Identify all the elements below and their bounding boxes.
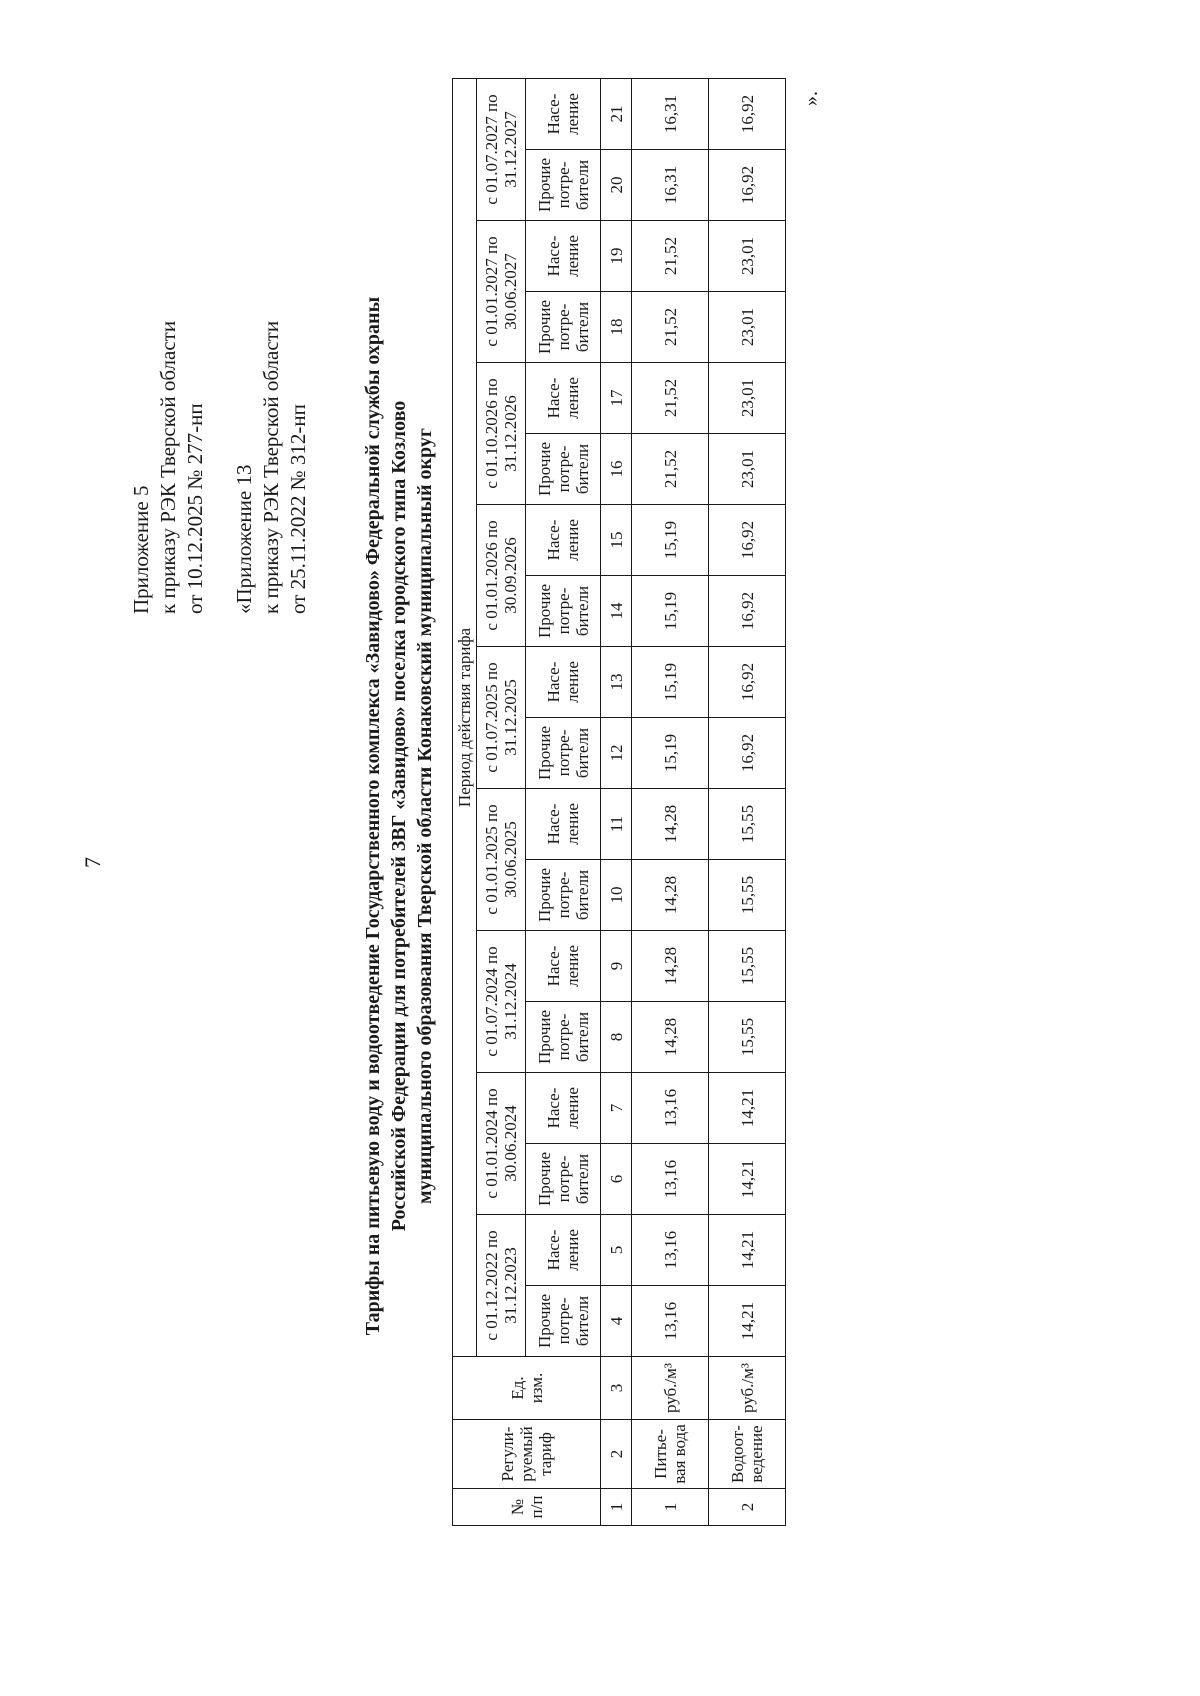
- column-number: 20: [601, 150, 632, 221]
- header-tariff: Регули-руемый тариф: [453, 1420, 601, 1489]
- page-number: 7: [80, 857, 105, 868]
- tariff-value: 13,16: [632, 1144, 709, 1215]
- tariff-value: 21,52: [632, 434, 709, 505]
- tariff-value: 15,55: [709, 931, 786, 1002]
- tariff-value: 14,28: [632, 931, 709, 1002]
- tariff-value: 23,01: [709, 221, 786, 292]
- column-number: 11: [601, 789, 632, 860]
- subheader-population: Насе-ление: [526, 1073, 601, 1144]
- title-line-1: Тарифы на питьевую воду и водоотведение Государственного комплекса «Завидово» Федеральной службы охраны: [362, 296, 384, 1336]
- column-number: 4: [601, 1286, 632, 1357]
- row-unit: руб./м³: [709, 1357, 786, 1420]
- row-number: 2: [709, 1489, 786, 1526]
- appendix-current-1: Приложение 5: [129, 485, 153, 614]
- column-number: 10: [601, 860, 632, 931]
- row-unit: руб./м³: [632, 1357, 709, 1420]
- subheader-population: Насе-ление: [526, 789, 601, 860]
- tariff-table: [452, 78, 786, 1526]
- tariff-value: 15,55: [709, 860, 786, 931]
- tariff-value: 15,19: [632, 505, 709, 576]
- tariff-value: 23,01: [709, 292, 786, 363]
- table-row: [632, 79, 709, 1526]
- tariff-value: 13,16: [632, 1073, 709, 1144]
- column-number: 7: [601, 1073, 632, 1144]
- tariff-value: 16,92: [709, 150, 786, 221]
- subheader-other: Прочие потре-бители: [526, 434, 601, 505]
- column-number: 15: [601, 505, 632, 576]
- tariff-value: 16,31: [632, 150, 709, 221]
- appendix-current-3: от 10.12.2025 № 277-нп: [183, 403, 207, 614]
- table-row: [709, 79, 786, 1526]
- column-number: 21: [601, 79, 632, 150]
- column-number: 3: [601, 1357, 632, 1420]
- appendix-previous-2: к приказу РЭК Тверской области: [259, 320, 283, 614]
- column-number: 18: [601, 292, 632, 363]
- column-number: 5: [601, 1215, 632, 1286]
- period-header: с 01.07.2027 по 31.12.2027: [477, 79, 526, 221]
- title-line-2: Российской Федерации для потребителей ЗВГ «Завидово» поселка городского типа Козлово: [388, 400, 410, 1232]
- header-no: № п/п: [453, 1489, 601, 1526]
- tariff-value: 14,21: [709, 1073, 786, 1144]
- period-header: с 01.12.2022 по 31.12.2023: [477, 1215, 526, 1357]
- tariff-value: 21,52: [632, 221, 709, 292]
- tariff-value: 15,55: [709, 1002, 786, 1073]
- subheader-population: Насе-ление: [526, 221, 601, 292]
- appendix-previous-3: от 25.11.2022 № 312-нп: [286, 404, 310, 614]
- period-header: с 01.01.2026 по 30.09.2026: [477, 505, 526, 647]
- tariff-value: 21,52: [632, 363, 709, 434]
- subheader-other: Прочие потре-бители: [526, 150, 601, 221]
- tariff-value: 16,92: [709, 79, 786, 150]
- column-number: 14: [601, 576, 632, 647]
- row-tariff: Водоот-ведение: [709, 1420, 786, 1489]
- tariff-value: 13,16: [632, 1286, 709, 1357]
- subheader-other: Прочие потре-бители: [526, 576, 601, 647]
- period-header: с 01.07.2025 по 31.12.2025: [477, 647, 526, 789]
- period-header: с 01.07.2024 по 31.12.2024: [477, 931, 526, 1073]
- column-number: 12: [601, 718, 632, 789]
- column-number: 16: [601, 434, 632, 505]
- header-row-periods: [477, 79, 526, 1526]
- header-unit: Ед. изм.: [453, 1357, 601, 1420]
- column-number: 13: [601, 647, 632, 718]
- tariff-value: 14,28: [632, 1002, 709, 1073]
- tariff-value: 16,92: [709, 718, 786, 789]
- subheader-population: Насе-ление: [526, 647, 601, 718]
- column-number: 1: [601, 1489, 632, 1526]
- subheader-population: Насе-ление: [526, 505, 601, 576]
- tariff-value: 13,16: [632, 1215, 709, 1286]
- tariff-value: 15,19: [632, 576, 709, 647]
- tariff-value: 14,21: [709, 1144, 786, 1215]
- subheader-other: Прочие потре-бители: [526, 292, 601, 363]
- tariff-value: 23,01: [709, 434, 786, 505]
- tariff-value: 14,28: [632, 789, 709, 860]
- period-header: с 01.01.2025 по 30.06.2025: [477, 789, 526, 931]
- subheader-other: Прочие потре-бители: [526, 860, 601, 931]
- closing-quote: ».: [800, 91, 822, 106]
- tariff-value: 16,92: [709, 647, 786, 718]
- title-line-3: муниципального образования Тверской области Конаковский муниципальный округ: [414, 428, 436, 1204]
- subheader-other: Прочие потре-бители: [526, 718, 601, 789]
- column-number: 2: [601, 1420, 632, 1489]
- document-title: [360, 176, 438, 1456]
- subheader-other: Прочие потре-бители: [526, 1286, 601, 1357]
- subheader-population: Насе-ление: [526, 363, 601, 434]
- header-period: Период действия тарифа: [453, 79, 477, 1357]
- tariff-value: 15,19: [632, 718, 709, 789]
- row-number: 1: [632, 1489, 709, 1526]
- appendix-previous-1: «Приложение 13: [232, 464, 256, 614]
- tariff-value: 14,28: [632, 860, 709, 931]
- tariff-value: 21,52: [632, 292, 709, 363]
- column-number-row: [601, 79, 632, 1526]
- header-row-subheaders: [526, 79, 601, 1526]
- column-number: 17: [601, 363, 632, 434]
- subheader-population: Насе-ление: [526, 931, 601, 1002]
- period-header: с 01.01.2027 по 30.06.2027: [477, 221, 526, 363]
- column-number: 19: [601, 221, 632, 292]
- column-number: 8: [601, 1002, 632, 1073]
- header-row-1: [453, 79, 477, 1526]
- appendix-current-2: к приказу РЭК Тверской области: [156, 320, 180, 614]
- tariff-value: 16,92: [709, 576, 786, 647]
- subheader-population: Насе-ление: [526, 79, 601, 150]
- subheader-other: Прочие потре-бители: [526, 1002, 601, 1073]
- tariff-value: 16,92: [709, 505, 786, 576]
- tariff-value: 14,21: [709, 1286, 786, 1357]
- tariff-value: 23,01: [709, 363, 786, 434]
- tariff-value: 14,21: [709, 1215, 786, 1286]
- column-number: 9: [601, 931, 632, 1002]
- subheader-population: Насе-ление: [526, 1215, 601, 1286]
- tariff-value: 16,31: [632, 79, 709, 150]
- column-number: 6: [601, 1144, 632, 1215]
- appendix-block: [128, 321, 312, 614]
- tariff-value: 15,55: [709, 789, 786, 860]
- subheader-other: Прочие потре-бители: [526, 1144, 601, 1215]
- tariff-value: 15,19: [632, 647, 709, 718]
- period-header: с 01.01.2024 по 30.06.2024: [477, 1073, 526, 1215]
- row-tariff: Питье-вая вода: [632, 1420, 709, 1489]
- period-header: с 01.10.2026 по 31.12.2026: [477, 363, 526, 505]
